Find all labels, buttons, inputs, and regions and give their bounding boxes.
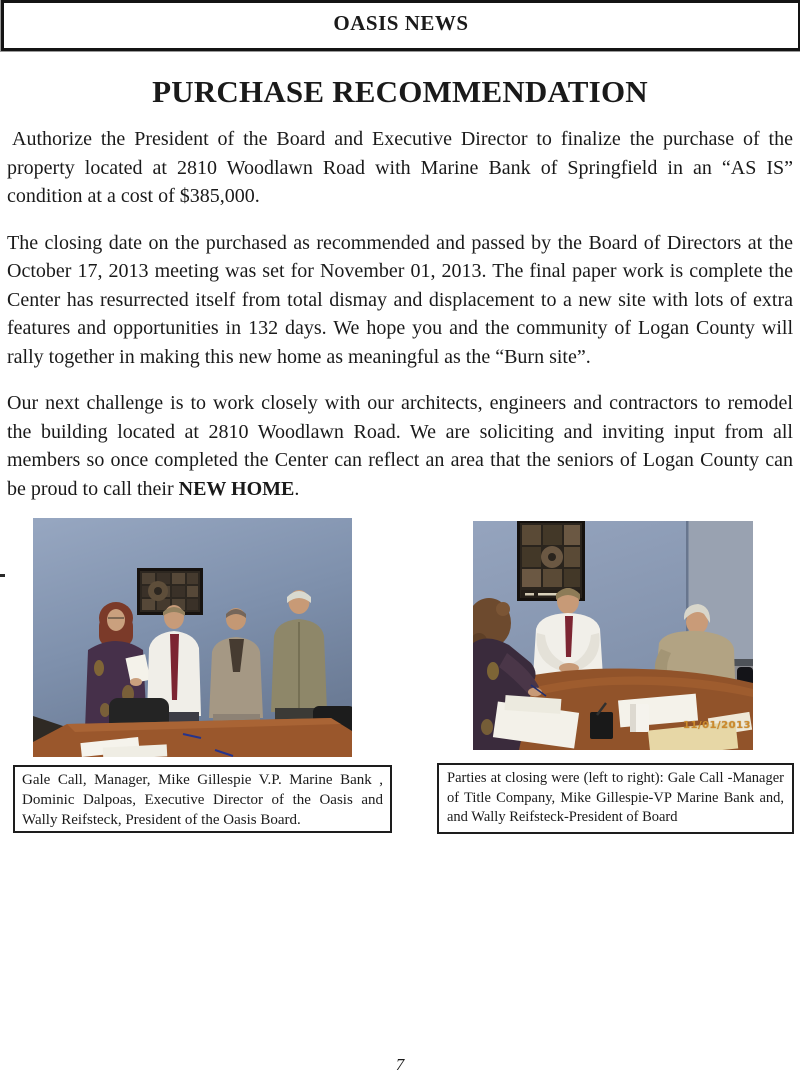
closing-photo-image	[473, 521, 753, 750]
right-photo-caption: Parties at closing were (left to right): Gale Call -Manager of Title Company, Mike Gillespie-VP Marine Bank and, and Wally Reifsteck-President of Board	[437, 763, 794, 834]
article-title: PURCHASE RECOMMENDATION	[152, 74, 648, 109]
article-paragraph-1: Authorize the President of the Board and Executive Director to finalize the purchase of the property located at 2810 Woodlawn Road with Marine Bank of Springfield in an “AS IS” condition at a cost of $385,000.	[7, 128, 793, 207]
group-photo-image	[33, 518, 352, 757]
masthead-box	[1, 0, 800, 51]
conference-table	[33, 718, 352, 757]
article-body	[7, 125, 793, 521]
left-photo-caption: Gale Call, Manager, Mike Gillespie V.P. Marine Bank , Dominic Dalpoas, Executive Director of the Oasis and Wally Reifsteck, President of the Oasis Board.	[13, 765, 392, 833]
page-number: 7	[395, 1055, 405, 1074]
article-paragraph-3	[7, 389, 793, 503]
right-photo	[473, 521, 753, 750]
article-paragraph-2: The closing date on the purchased as recommended and passed by the Board of Directors at the October 17, 2013 meeting was set for November 01, 2013. The final paper work is complete the Center has resurrected itself from total dismay and displacement to a new site with lots of extra features and opportunities in 132 days. We hope you and the community of Logan County will rally together in making this new home as meaningful as the “Burn site”.	[7, 231, 793, 368]
new-home-emphasis: NEW HOME	[178, 477, 295, 500]
masthead-title: OASIS NEWS	[333, 11, 469, 35]
photo-timestamp: 11/01/2013	[683, 720, 751, 731]
paragraph-3-period: .	[294, 477, 300, 500]
scan-artifact-mark	[0, 574, 5, 577]
wall-art	[517, 521, 585, 601]
left-photo	[33, 518, 352, 757]
paragraph-3-text: Our next challenge is to work closely with our architects, engineers and contractors to remodel the building located at 2810 Woodlawn Road. We are soliciting and inviting input from all members so once completed the Center can reflect an area that the seniors of Logan County can be proud to call their	[7, 392, 793, 500]
